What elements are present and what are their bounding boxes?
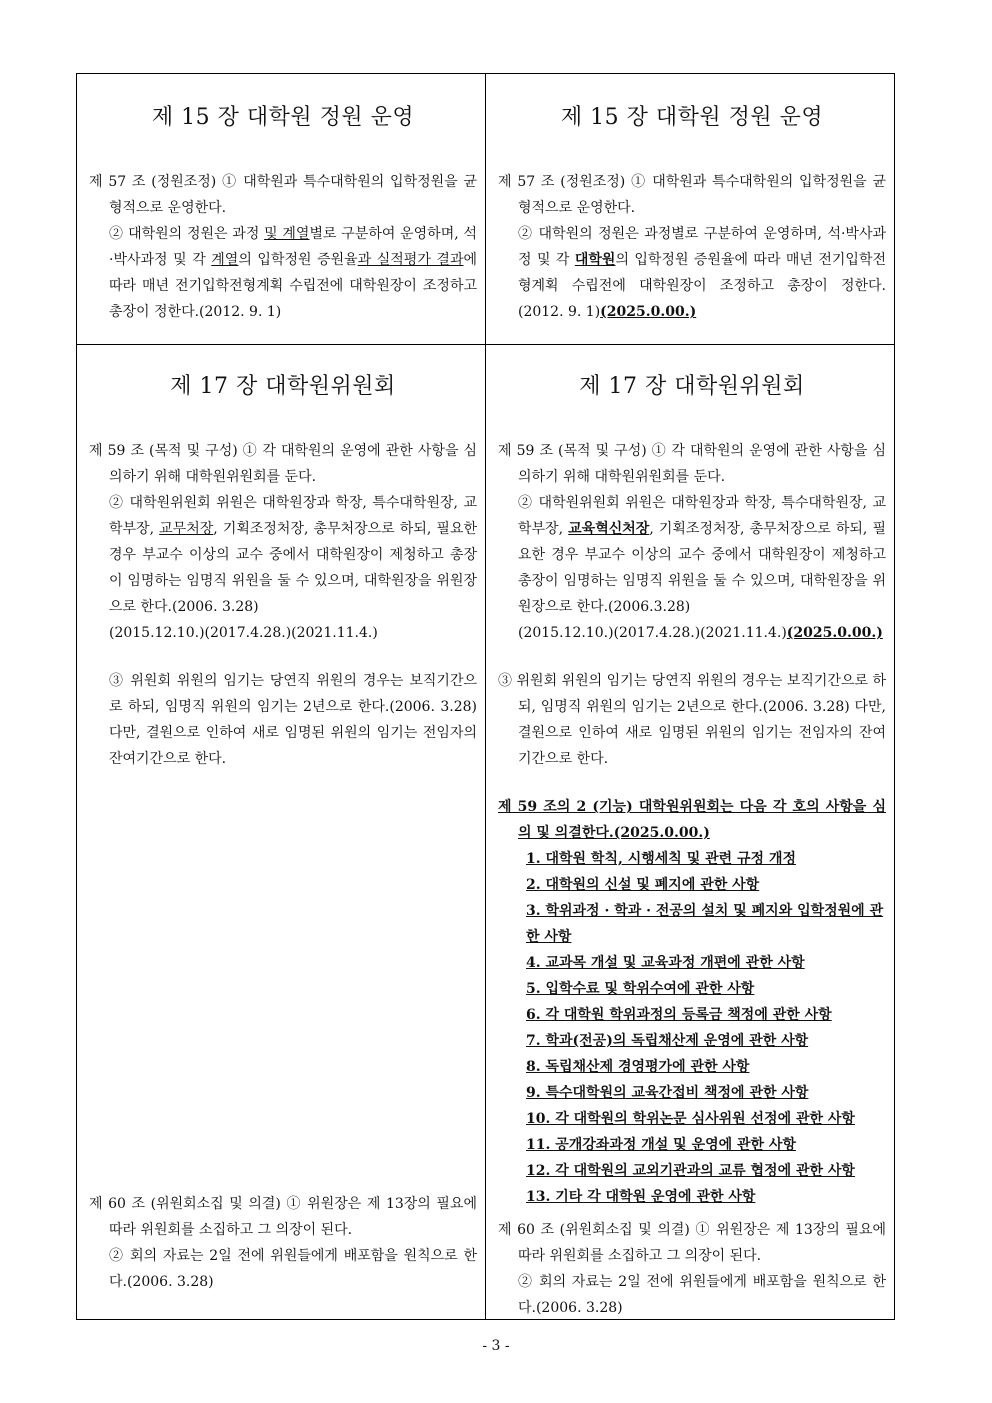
list-item: 7. 학과(전공)의 독립채산제 운영에 관한 사항 [526, 1033, 809, 1049]
list-item: 11. 공개강좌과정 개설 및 운영에 관한 사항 [526, 1137, 796, 1153]
amendment-date: (2025.0.00.) [600, 304, 697, 320]
list-item: 12. 각 대학원의 교외기관과의 교류 협정에 관한 사항 [526, 1163, 855, 1179]
chapter15-row [77, 74, 895, 345]
article60-para1-old: 제 60 조 (위원회소집 및 의결) ① 위원장은 제 13장의 필요에 따라 위원회를 소집하고 그 의장이 된다. [89, 1196, 477, 1238]
list-item: 5. 입학수료 및 학위수여에 관한 사항 [526, 981, 755, 997]
article59-para2-old: ② 대학원위원회 위원은 대학원장과 학장, 특수대학원장, 교학부장, 교무처장, 기획조정처장, 총무처장으로 하되, 필요한 경우 부교수 이상의 교수 중에서 대학원장이 제청하고 총장이 임명하는 임명직 위원을 둘 수 있으며, 대학원장을 위원장으로 한다.(2006. 3.28) (2015.12.10.)(2017.4.28.)(2021.11.4.) [109, 495, 477, 641]
amendment-date: (2025.0.00.) [786, 625, 883, 641]
article60-para2-new: ② 회의 자료는 2일 전에 위원들에게 배포함을 원칙으로 한다.(2006. 3.28) [518, 1274, 886, 1316]
underline-change: 계열 [211, 252, 239, 268]
article60-para1-new: 제 60 조 (위원회소집 및 의결) ① 위원장은 제 13장의 필요에 따라 위원회를 소집하고 그 의장이 된다. [498, 1222, 886, 1264]
underline-change: 및 계열 [264, 226, 310, 242]
article57-para2-new: ② 대학원의 정원은 과정별로 구분하여 운영하며, 석·박사과정 및 각 대학원의 입학정원 증원율에 따라 매년 전기입학전형계획 수립전에 대학원장이 조정하고 총장이 정한다.(2012. 9. 1)(2025.0.00.) [518, 226, 886, 320]
underline-change: 교무처장 [159, 521, 214, 537]
page-number: - 3 - [482, 1338, 510, 1354]
bold-underline-change: 교육혁신처장 [568, 521, 650, 537]
chapter17-new-cell [486, 345, 895, 1320]
article60-para2-old: ② 회의 자료는 2일 전에 위원들에게 배포함을 원칙으로 한다.(2006. 3.28) [109, 1248, 477, 1290]
list-item: 9. 특수대학원의 교육간접비 책정에 관한 사항 [526, 1085, 809, 1101]
list-item: 10. 각 대학원의 학위논문 심사위원 선정에 관한 사항 [526, 1111, 855, 1127]
list-item: 2. 대학원의 신설 및 폐지에 관한 사항 [526, 877, 760, 893]
chapter17-title-old: 제 17 장 대학원위원회 [170, 374, 396, 399]
article59-para1-old: 제 59 조 (목적 및 구성) ① 각 대학원의 운영에 관한 사항을 심의하기 위해 대학원위원회를 둔다. [89, 443, 477, 485]
chapter15-old-cell [77, 74, 486, 345]
bold-underline-change: 대학원 [574, 252, 616, 268]
chapter15-new-cell [486, 74, 895, 345]
comparison-table [76, 73, 895, 1320]
list-item: 8. 독립채산제 경영평가에 관한 사항 [526, 1059, 750, 1075]
list-item: 3. 학위과정 · 학과 · 전공의 설치 및 폐지와 입학정원에 관한 사항 [526, 903, 884, 945]
article60-old [89, 1191, 477, 1295]
chapter15-title-new: 제 15 장 대학원 정원 운영 [560, 105, 824, 130]
article59-para1-new: 제 59 조 (목적 및 구성) ① 각 대학원의 운영에 관한 사항을 심의하기 위해 대학원위원회를 둔다. [498, 443, 886, 485]
article60-new [498, 1217, 886, 1321]
article59-para3-new: ③ 위원회 위원의 임기는 당연직 위원의 경우는 보직기간으로 하되, 임명직 위원의 임기는 2년으로 한다.(2006. 3.28) 다만, 결원으로 인하여 새로 임명된 위원의 임기는 전임자의 잔여기간으로 한다. [498, 673, 886, 767]
chapter17-title-new: 제 17 장 대학원위원회 [579, 374, 805, 399]
article59-2-items [498, 846, 886, 1210]
article59-2-heading: 제 59 조의 2 (기능) 대학원위원회는 다음 각 호의 사항을 심의 및 의결한다.(2025.0.00.) [498, 799, 886, 841]
list-item: 1. 대학원 학칙, 시행세칙 및 관련 규정 개정 [526, 851, 796, 867]
underline-change: 과 실적평가 결과 [357, 252, 464, 268]
list-item: 6. 각 대학원 학위과정의 등록금 책정에 관한 사항 [526, 1007, 832, 1023]
article57-para1-old: 제 57 조 (정원조정) ① 대학원과 특수대학원의 입학정원을 균형적으로 운영한다. [89, 174, 477, 216]
article59-para2-new: ② 대학원위원회 위원은 대학원장과 학장, 특수대학원장, 교학부장, 교육혁신처장, 기획조정처장, 총무처장으로 하되, 필요한 경우 부교수 이상의 교수 중에서 대학원장이 제청하고 총장이 임명하는 임명직 위원을 둘 수 있으며, 대학원장을 위원장으로 한다.(2006.3.28) (2015.12.10.)(2017.4.28.)(2021.11.4.)(2025.0.00.) [518, 495, 886, 641]
chapter17-row [77, 345, 895, 1320]
article59-para3-old: ③ 위원회 위원의 임기는 당연직 위원의 경우는 보직기간으로 하되, 임명직 위원의 임기는 2년으로 한다.(2006. 3.28) 다만, 결원으로 인하여 새로 임명된 위원의 임기는 전임자의 잔여기간으로 한다. [109, 673, 477, 767]
chapter17-old-cell [77, 345, 486, 1320]
list-item: 13. 기타 각 대학원 운영에 관한 사항 [526, 1189, 756, 1205]
chapter15-title-old: 제 15 장 대학원 정원 운영 [151, 105, 415, 130]
article57-para1-new: 제 57 조 (정원조정) ① 대학원과 특수대학원의 입학정원을 균형적으로 운영한다. [498, 174, 886, 216]
article57-para2-old: ② 대학원의 정원은 과정 및 계열별로 구분하여 운영하며, 석·박사과정 및 각 계열의 입학정원 증원율과 실적평가 결과에 따라 매년 전기입학전형계획 수립전에 대학원장이 조정하고 총장이 정한다.(2012. 9. 1) [109, 226, 477, 320]
list-item: 4. 교과목 개설 및 교육과정 개편에 관한 사항 [526, 955, 805, 971]
